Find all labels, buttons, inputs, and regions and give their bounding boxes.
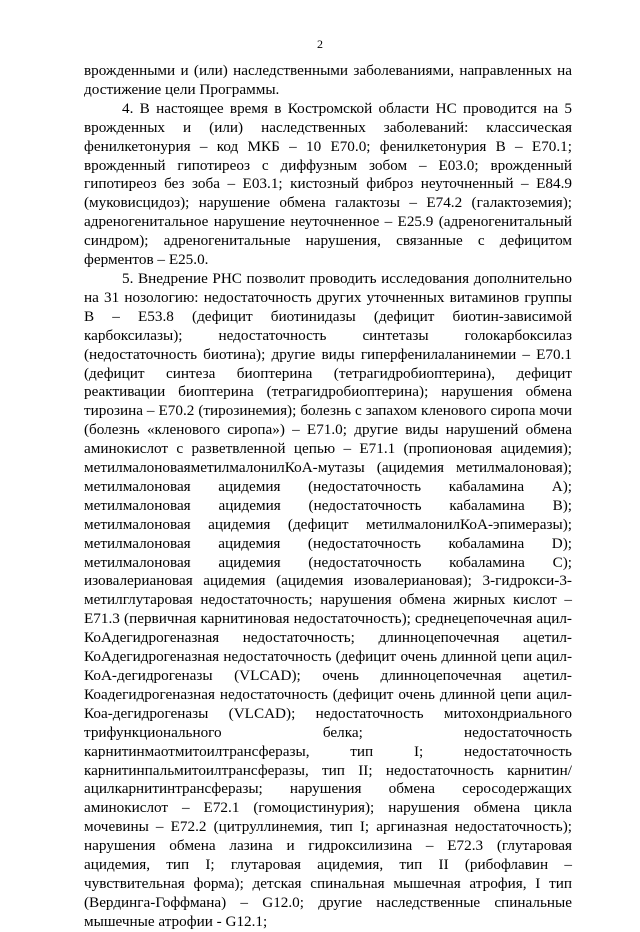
paragraph-item-4: 4. В настоящее время в Костромской области НС проводится на 5 врожденных и (или) наследственных заболеваний: классическая фенилкетонурия – код МКБ – 10 Е70.0; фенилкетонурия В – Е70.1; врожденный гипотиреоз с диффузным зобом – Е03.0; врожденный гипотиреоз без зоба – Е03.1; кистозный фиброз неуточненный – Е84.9 (муковисцидоз); нарушение обмена галактозы – Е74.2 (галактоземия); адреногенитальное нарушение неуточненное – Е25.9 (адреногенитальный синдром); адреногенитальные нарушения, связанные с дефицитом ферментов – Е25.0. [84,99,572,269]
page-number: 2 [317,37,323,51]
paragraph-continuation: врожденными и (или) наследственными заболеваниями, направленных на достижение цели Программы. [84,62,572,98]
document-body [84,62,572,932]
paragraph-item-5: 5. Внедрение РНС позволит проводить исследования дополнительно на 31 нозологию: недостаточность других уточненных витаминов группы В – Е53.8 (дефицит биотинидазы (дефицит биотин-зависимой карбоксилазы); недостаточность синтетазы голокарбоксилаз (недостаточность биотина); другие виды гиперфенилаланинемии – Е70.1 (дефицит синтеза биоптерина (тетрагидробиоптерина), дефицит реактивации биоптерина (тетрагидробиоптерина); нарушения обмена тирозина – Е70.2 (тирозинемия); болезнь с запахом кленового сиропа мочи (болезнь «кленового сиропа») – Е71.0; другие виды нарушений обмена аминокислот с разветвленной цепью – Е71.1 (пропионовая ацидемия); метилмалоноваяметилмалонилКоА-мутазы (ацидемия метилмалоновая); метилмалоновая ацидемия (недостаточность кабаламина А); метилмалоновая ацидемия (недостаточность кабаламина В); метилмалоновая ацидемия (дефицит метилмалонилКоА-эпимеразы); метилмалоновая ацидемия (недостаточность кобаламина D); метилмалоновая ацидемия (недостаточность кобаламина С); изовалериановая ацидемия (ацидемия изовалериановая); 3-гидрокси-3-метилглутаровая недостаточность; нарушения обмена жирных кислот – Е71.3 (первичная карнитиновая недостаточность); среднецепочечная ацил-КоАдегидрогеназная недостаточность; длинноцепочечная ацетил-КоАдегидрогеназная недостаточность (дефицит очень длинной цепи ацил-КоА-дегидрогеназы (VLCAD); очень длинноцепочечная ацетил-Коадегидрогеназная недостаточность (дефицит очень длинной цепи ацил-Коа-дегидрогеназы (VLCAD); недостаточность митохондриального трифункционального белка; недостаточность карнитинмаотмитоилтрансферазы, тип I; недостаточность карнитинпальмитоилтрансферазы, тип II; недостаточность карнитин/ацилкарнитинтрансферазы; нарушения обмена серосодержащих аминокислот – Е72.1 (гомоцистинурия); нарушения обмена цикла мочевины – Е72.2 (цитруллинемия, тип I; аргиназная недостаточность); нарушения обмена лазина и гидроксилизина – Е72.3 (глутаровая ацидемия, тип I; глутаровая ацидемия, тип II (рибофлавин – чувствительная форма); детская спинальная мышечная атрофия, I тип (Вердинга-Гоффмана) – G12.0; другие наследственные спинальные мышечные атрофии - G12.1; [84,269,572,930]
